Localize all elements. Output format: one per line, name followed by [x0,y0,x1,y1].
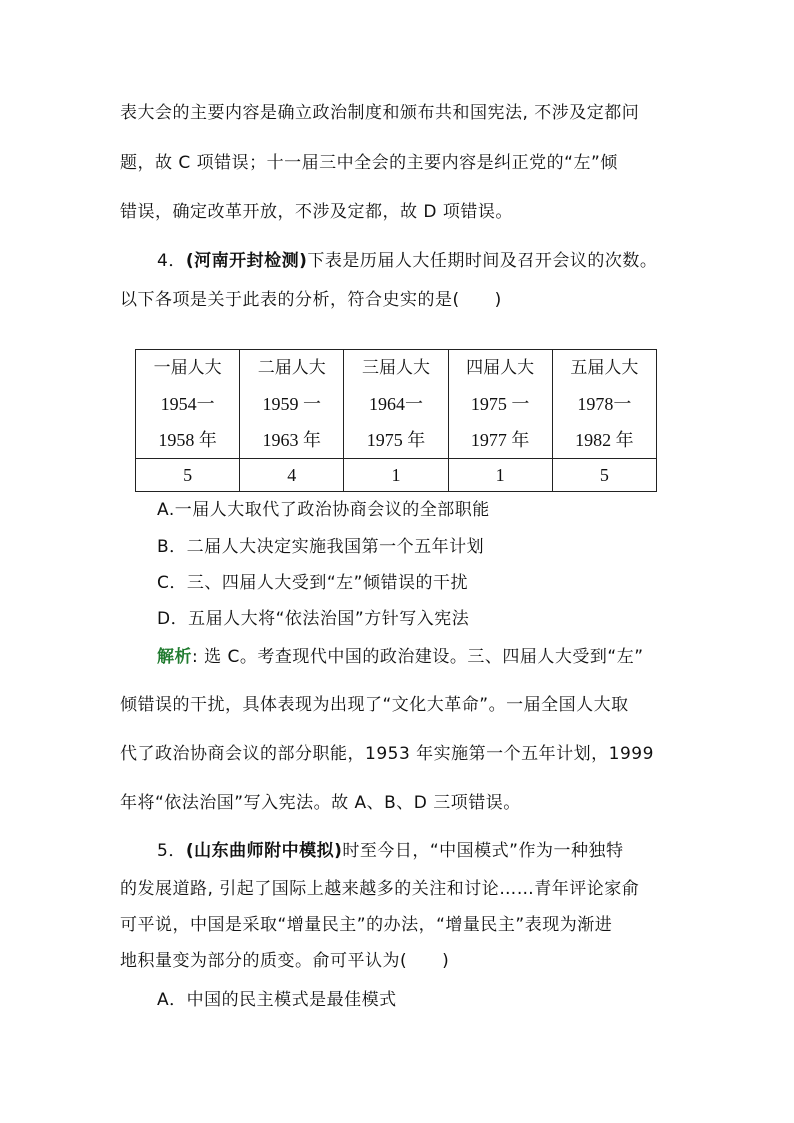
question-5-stem-line-1 [157,836,624,861]
table-cell-count: 5 [136,459,240,492]
question-5-source: (山东曲师附中模拟) [185,841,343,861]
question-5-stem-line-4: 地积量变为部分的质变。俞可平认为( ) [120,951,450,971]
table-cell-count: 4 [240,459,344,492]
table-cell-term [552,350,656,459]
question-4-stem-line-2: 以下各项是关于此表的分析，符合史实的是( ) [120,290,502,310]
question-4-source: (河南开封检测) [185,251,308,271]
table-cell-count: 1 [448,459,552,492]
question-4-option-c: C．三、四届人大受到“左”倾错误的干扰 [157,573,468,593]
question-5-stem-text: 时至今日，“中国模式”作为一种独特 [342,841,624,861]
term-start: 1959 一 [262,394,322,414]
term-end: 1958 年 [158,430,217,450]
question-5-number: 5． [157,841,186,861]
question-4-number: 4． [157,251,186,271]
analysis-line-4: 年将“依法治国”写入宪法。故 A、B、D 三项错误。 [120,793,521,813]
analysis-label: 解析 [157,647,192,667]
question-4-option-d: D．五届人大将“依法治国”方针写入宪法 [157,609,470,629]
table-cell-term [448,350,552,459]
term-name: 二届人大 [257,358,326,378]
term-name: 五届人大 [570,358,639,378]
question-4-stem-text: 下表是历届人大任期时间及召开会议的次数。 [307,251,658,271]
paragraph-line-1: 表大会的主要内容是确立政治制度和颁布共和国宪法, 不涉及定都问 [120,103,640,123]
term-start: 1978一 [577,394,632,414]
paragraph-line-3: 错误，确定改革开放，不涉及定都，故 D 项错误。 [120,202,513,222]
term-end: 1982 年 [575,430,634,450]
term-start: 1964一 [368,394,423,414]
question-5-stem-line-2: 的发展道路, 引起了国际上越来越多的关注和讨论……青年评论家俞 [120,879,640,899]
table-cell-term [136,350,240,459]
term-start: 1975 一 [470,394,530,414]
question-5-stem-line-3: 可平说，中国是采取“增量民主”的办法，“增量民主”表现为渐进 [120,915,613,935]
table-cell-count: 5 [552,459,656,492]
analysis-line-1 [157,642,644,667]
question-4-option-a: A.一届人大取代了政治协商会议的全部职能 [157,500,490,520]
table-count-row [136,459,657,492]
term-end: 1977 年 [470,430,530,450]
question-5-option-a: A．中国的民主模式是最佳模式 [157,990,397,1010]
term-end: 1963 年 [262,430,322,450]
analysis-text: : 选 C。考查现代中国的政治建设。三、四届人大受到“左” [192,647,644,667]
analysis-line-3: 代了政治协商会议的部分职能，1953 年实施第一个五年计划，1999 [120,744,654,764]
table-cell-term [344,350,448,459]
term-end: 1975 年 [366,430,426,450]
question-4-option-b: B．二届人大决定实施我国第一个五年计划 [157,537,485,557]
table-cell-term [240,350,344,459]
term-name: 一届人大 [153,358,222,378]
term-start: 1954一 [160,394,215,414]
analysis-line-2: 倾错误的干扰，具体表现为出现了“文化大革命”。一届全国人大取 [120,695,629,715]
table-header-row [136,350,657,459]
term-name: 三届人大 [361,358,430,378]
term-name: 四届人大 [466,358,535,378]
paragraph-line-2: 题，故 C 项错误；十一届三中全会的主要内容是纠正党的“左”倾 [120,153,618,173]
table-cell-count: 1 [344,459,448,492]
question-4-stem-line-1 [157,246,657,271]
npc-term-table [135,349,657,492]
